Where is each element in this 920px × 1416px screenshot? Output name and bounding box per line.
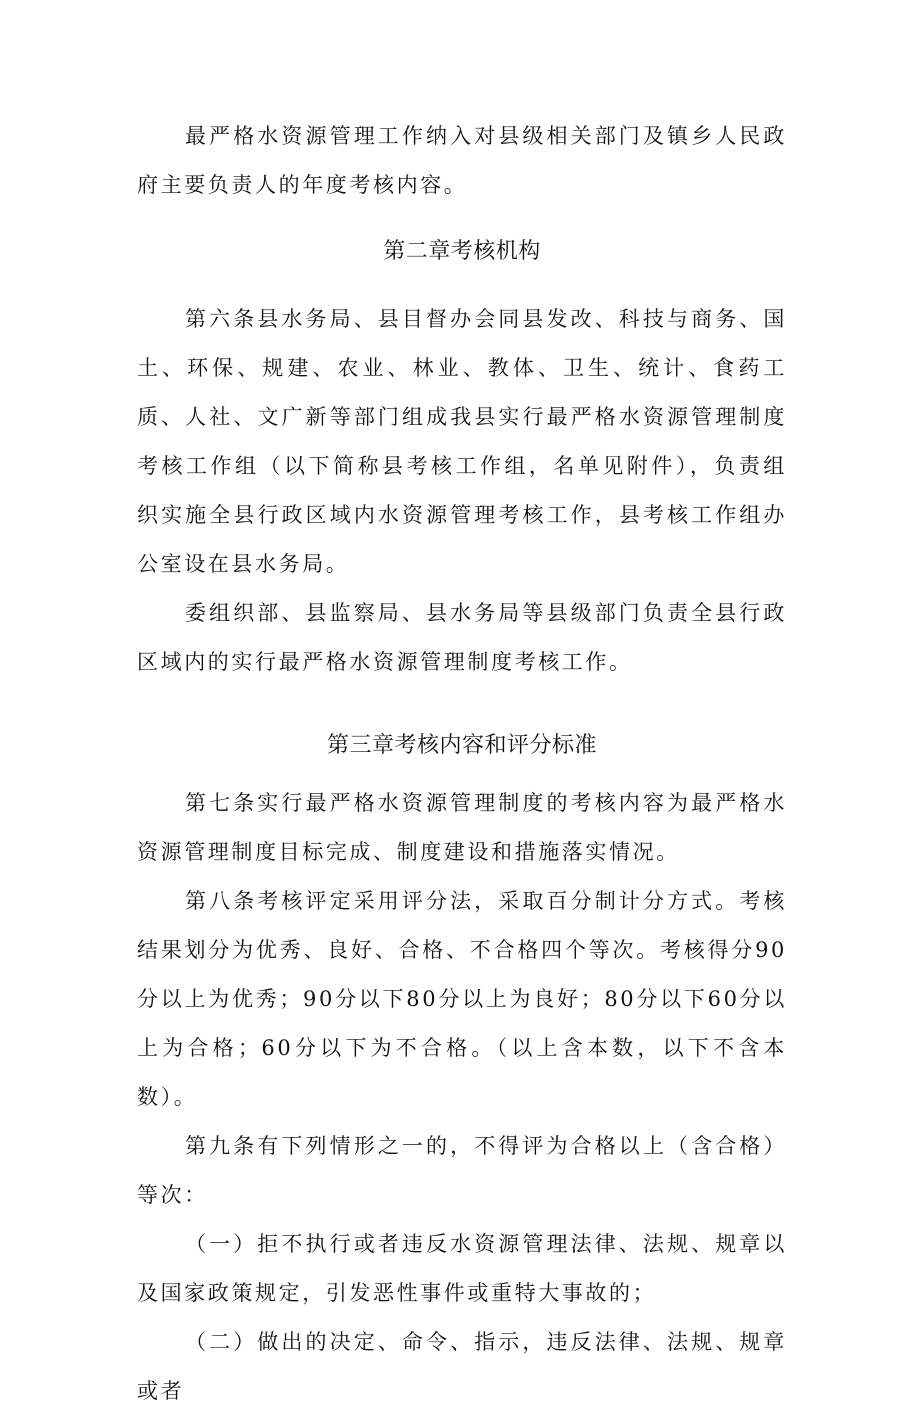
- chapter-3-title: 第三章考核内容和评分标准: [326, 733, 597, 758]
- paragraph-article-7: 第七条实行最严格水资源管理制度的考核内容为最严格水资源管理制度目标完成、制度建设和措施落实情况。: [137, 791, 787, 864]
- paragraph-intro: 最严格水资源管理工作纳入对县级相关部门及镇乡人民政府主要负责人的年度考核内容。: [137, 124, 787, 197]
- paragraph-committee: 委组织部、县监察局、县水务局等县级部门负责全县行政区域内的实行最严格水资源管理制度考核工作。: [137, 601, 787, 674]
- paragraph-article-8: 第八条考核评定采用评分法，采取百分制计分方式。考核结果划分为优秀、良好、合格、不合格四个等次。考核得分90分以上为优秀；90分以下80分以上为良好；80分以下60分以上为合格；60分以下为不合格。（以上含本数，以下不含本数）。: [137, 889, 787, 1109]
- paragraph-item-1: （一）拒不执行或者违反水资源管理法律、法规、规章以及国家政策规定，引发恶性事件或重特大事故的；: [137, 1232, 787, 1305]
- chapter-2-title: 第二章考核机构: [383, 239, 541, 264]
- document-body: [137, 112, 787, 1416]
- paragraph-item-2: （二）做出的决定、命令、指示，违反法律、法规、规章或者: [137, 1330, 787, 1403]
- paragraph-article-6: 第六条县水务局、县目督办会同县发改、科技与商务、国土、环保、规建、农业、林业、教体、卫生、统计、食药工质、人社、文广新等部门组成我县实行最严格水资源管理制度考核工作组（以下简称县考核工作组，名单见附件），负责组织实施全县行政区域内水资源管理考核工作，县考核工作组办公室设在县水务局。: [137, 307, 787, 576]
- paragraph-article-9: 第九条有下列情形之一的，不得评为合格以上（含合格）等次：: [137, 1134, 787, 1207]
